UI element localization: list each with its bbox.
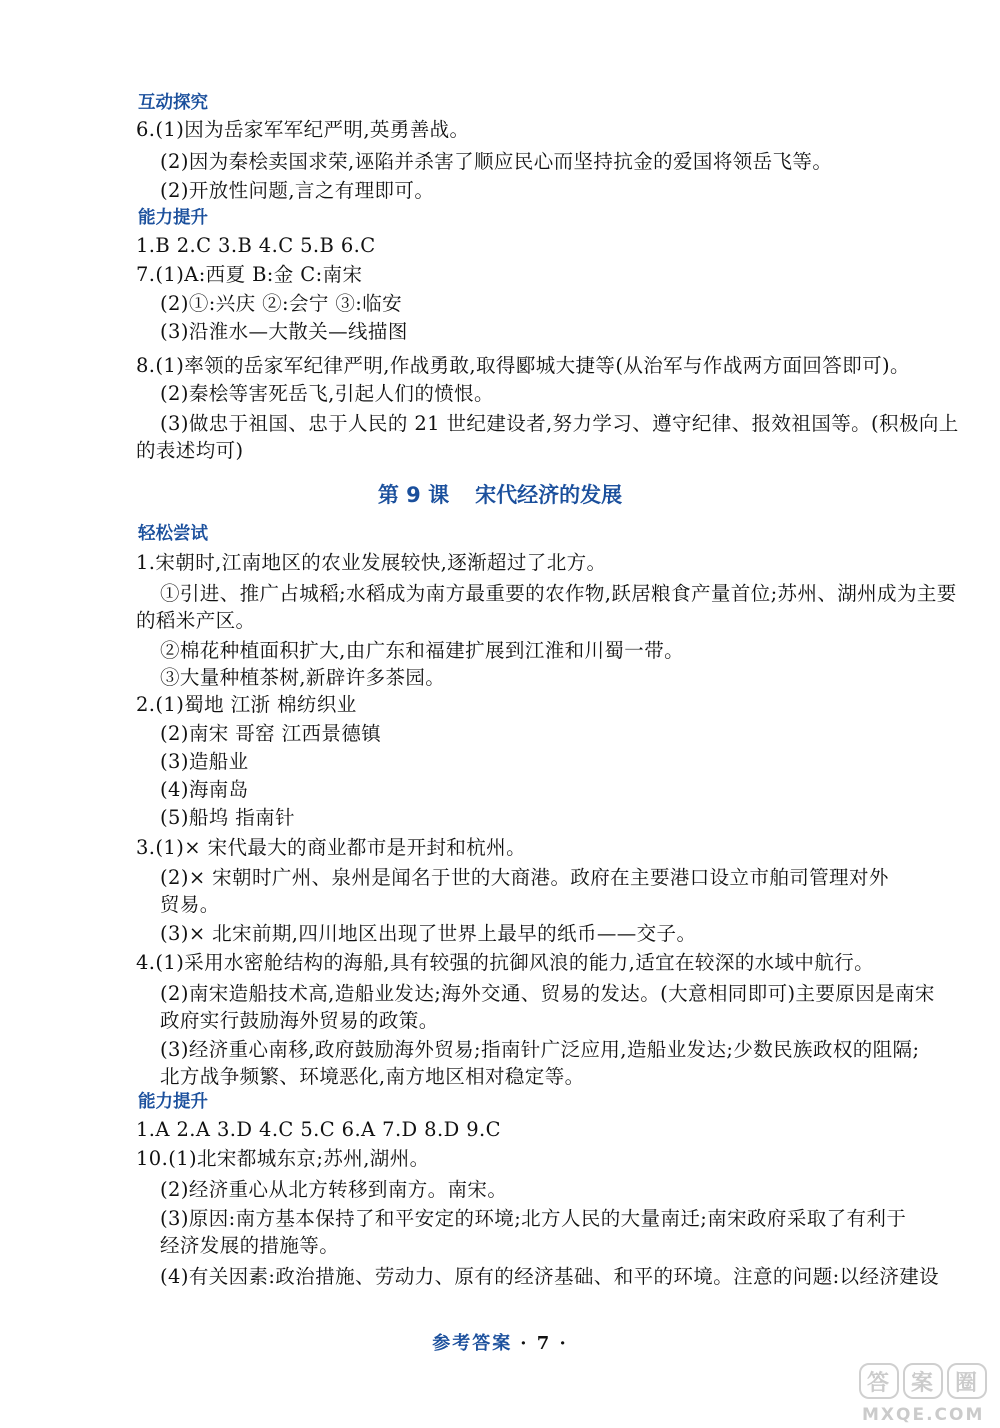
answer-line: (3)沿淮水—大散关—线描图 [160,320,408,343]
answer-line: 2.(1)蜀地 江浙 棉纺织业 [136,693,357,716]
answer-line: (2)经济重心从北方转移到南方。南宋。 [160,1178,508,1201]
answer-line: ①引进、推广占城稻;水稻成为南方最重要的农作物,跃居粮食产量首位;苏州、湖州成为主要 [160,582,957,605]
answer-line: (5)船坞 指南针 [160,806,295,829]
answer-line: (3)造船业 [160,750,249,773]
section-heading-easy-try: 轻松尝试 [138,524,208,544]
answer-line: 7.(1)A:西夏 B:金 C:南宋 [136,263,363,286]
answer-line: (2)秦桧等害死岳飞,引起人们的愤恨。 [160,382,494,405]
footer-label: 参考答案 [432,1333,513,1354]
answer-line: (4)海南岛 [160,778,249,801]
watermark-logo [854,1360,994,1426]
page-footer [0,1330,1000,1358]
answer-line: (2)开放性问题,言之有理即可。 [160,179,435,202]
answer-line: (3)原因:南方基本保持了和平安定的环境;北方人民的大量南迁;南宋政府采取了有利于 [160,1207,907,1230]
answer-line: 1.宋朝时,江南地区的农业发展较快,逐渐超过了北方。 [136,551,607,574]
answer-line: 经济发展的措施等。 [160,1234,340,1257]
svg-text:答: 答 [867,1371,890,1396]
lesson-number: 第 9 课 [377,483,450,507]
answer-line: 政府实行鼓励海外贸易的政策。 [160,1009,439,1032]
answer-line: 贸易。 [160,893,220,916]
section-heading-ability-improvement: 能力提升 [138,208,208,228]
answer-line: ③大量种植茶树,新辟许多茶园。 [160,666,446,689]
answer-line: 的表述均可) [136,439,244,462]
lesson-title [0,478,1000,512]
section-heading-interactive-inquiry: 互动探究 [138,93,208,113]
answer-line: 1.B 2.C 3.B 4.C 5.B 6.C [136,234,376,257]
svg-text:圈: 圈 [955,1371,978,1396]
lesson-name: 宋代经济的发展 [475,483,623,507]
page-number: · 7 · [520,1333,568,1354]
svg-text:案: 案 [911,1371,934,1396]
answer-line: (2)因为秦桧卖国求荣,诬陷并杀害了顺应民心而坚持抗金的爱国将领岳飞等。 [160,150,833,173]
answer-line: (2)①:兴庆 ②:会宁 ③:临安 [160,292,403,315]
answer-line: 4.(1)采用水密舱结构的海船,具有较强的抗御风浪的能力,适宜在较深的水域中航行。 [136,951,875,974]
answer-line: (2)× 宋朝时广州、泉州是闻名于世的大商港。政府在主要港口设立市舶司管理对外 [160,866,889,889]
answer-line: 3.(1)× 宋代最大的商业都市是开封和杭州。 [136,836,526,859]
answer-line: 8.(1)率领的岳家军纪律严明,作战勇敢,取得郾城大捷等(从治军与作战两方面回答即可)。 [136,354,910,377]
answer-line: 6.(1)因为岳家军军纪严明,英勇善战。 [136,118,470,141]
answer-line: (4)有关因素:政治措施、劳动力、原有的经济基础、和平的环境。注意的问题:以经济建设 [160,1265,940,1288]
answer-line: ②棉花种植面积扩大,由广东和福建扩展到江淮和川蜀一带。 [160,639,684,662]
answer-line: (2)南宋造船技术高,造船业发达;海外交通、贸易的发达。(大意相同即可)主要原因是南宋 [160,982,935,1005]
answer-line: 的稻米产区。 [136,609,256,632]
section-heading-ability-improvement-2: 能力提升 [138,1092,208,1112]
answer-line: (3)经济重心南移,政府鼓励海外贸易;指南针广泛应用,造船业发达;少数民族政权的阻隔; [160,1038,920,1061]
answer-line: 1.A 2.A 3.D 4.C 5.C 6.A 7.D 8.D 9.C [136,1118,501,1141]
answer-line: 10.(1)北宋都城东京;苏州,湖州。 [136,1147,430,1170]
answer-line: 北方战争频繁、环境恶化,南方地区相对稳定等。 [160,1065,585,1088]
answer-line: (3)× 北宋前期,四川地区出现了世界上最早的纸币——交子。 [160,922,697,945]
svg-text:MXQE.COM: MXQE.COM [862,1405,985,1425]
answer-line: (3)做忠于祖国、忠于人民的 21 世纪建设者,努力学习、遵守纪律、报效祖国等。(积极向上 [160,412,959,435]
answer-line: (2)南宋 哥窑 江西景德镇 [160,722,382,745]
